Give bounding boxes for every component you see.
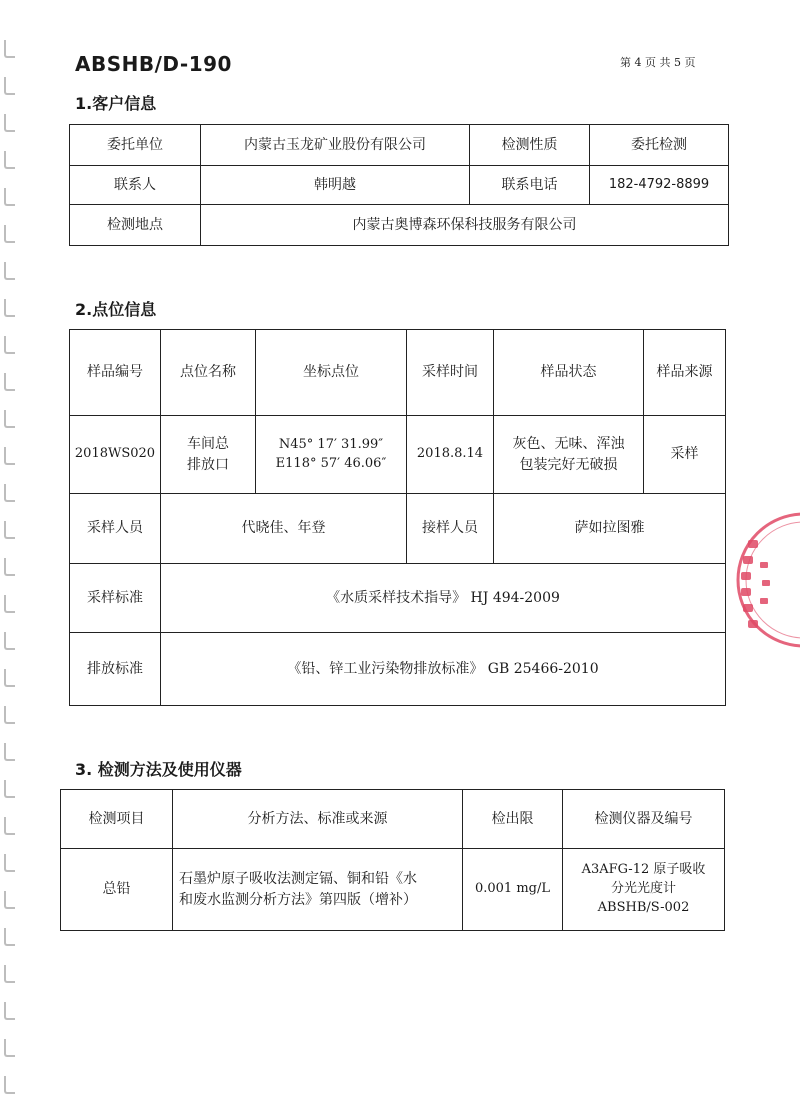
page-number: 第 4 页 共 5 页 xyxy=(620,56,696,69)
table-row xyxy=(70,416,726,494)
instrument: A3AFG-12 原子吸收 分光光度计 ABSHB/S-002 xyxy=(563,849,725,931)
header-item: 检测项目 xyxy=(61,790,173,849)
header-method: 分析方法、标准或来源 xyxy=(173,790,463,849)
header-sample-status: 样品状态 xyxy=(494,330,644,416)
sample-id: 2018WS020 xyxy=(70,416,161,494)
client-label: 委托单位 xyxy=(70,125,201,166)
header-instrument: 检测仪器及编号 xyxy=(563,790,725,849)
seal-stamp-icon xyxy=(726,500,800,660)
site-value: 内蒙古奥博森环保科技服务有限公司 xyxy=(201,205,729,246)
receiver-value: 萨如拉图雅 xyxy=(494,494,726,564)
table-row xyxy=(70,633,726,706)
header-limit: 检出限 xyxy=(463,790,563,849)
detection-limit: 0.001 mg/L xyxy=(463,849,563,931)
header-sample-time: 采样时间 xyxy=(407,330,494,416)
nature-value: 委托检测 xyxy=(590,125,729,166)
table-row xyxy=(61,849,725,931)
methods-table xyxy=(60,789,725,931)
point-info-table xyxy=(69,329,726,706)
sampler-value: 代晓佳、年登 xyxy=(161,494,407,564)
sample-status: 灰色、无味、浑浊 包装完好无破损 xyxy=(494,416,644,494)
test-item: 总铅 xyxy=(61,849,173,931)
header-point-name: 点位名称 xyxy=(161,330,256,416)
emission-standard-value: 《铅、锌工业污染物排放标准》 GB 25466-2010 xyxy=(161,633,726,706)
section-title-methods: 3. 检测方法及使用仪器 xyxy=(75,760,242,779)
header-sample-id: 样品编号 xyxy=(70,330,161,416)
sampling-standard-label: 采样标准 xyxy=(70,564,161,633)
phone-value: 182-4792-8899 xyxy=(590,166,729,205)
document-id: ABSHB/D-190 xyxy=(75,52,232,76)
receiver-label: 接样人员 xyxy=(407,494,494,564)
sampling-standard-value: 《水质采样技术指导》 HJ 494-2009 xyxy=(161,564,726,633)
section-title-client-info: 1.客户信息 xyxy=(75,94,157,113)
point-name: 车间总 排放口 xyxy=(161,416,256,494)
table-row xyxy=(70,564,726,633)
binding-margin xyxy=(0,0,30,1108)
coordinates: N45° 17′ 31.99″ E118° 57′ 46.06″ xyxy=(256,416,407,494)
table-row xyxy=(70,205,729,246)
client-info-table xyxy=(69,124,729,246)
sampler-label: 采样人员 xyxy=(70,494,161,564)
table-row xyxy=(70,494,726,564)
contact-label: 联系人 xyxy=(70,166,201,205)
table-row xyxy=(70,125,729,166)
sample-source: 采样 xyxy=(644,416,726,494)
section-title-point-info: 2.点位信息 xyxy=(75,300,157,319)
emission-standard-label: 排放标准 xyxy=(70,633,161,706)
test-method: 石墨炉原子吸收法测定镉、铜和铅《水 和废水监测分析方法》第四版（增补） xyxy=(173,849,463,931)
table-row xyxy=(70,330,726,416)
header-coords: 坐标点位 xyxy=(256,330,407,416)
nature-label: 检测性质 xyxy=(470,125,590,166)
site-label: 检测地点 xyxy=(70,205,201,246)
client-value: 内蒙古玉龙矿业股份有限公司 xyxy=(201,125,470,166)
table-row xyxy=(70,166,729,205)
sample-time: 2018.8.14 xyxy=(407,416,494,494)
contact-value: 韩明越 xyxy=(201,166,470,205)
header-sample-source: 样品来源 xyxy=(644,330,726,416)
phone-label: 联系电话 xyxy=(470,166,590,205)
table-row xyxy=(61,790,725,849)
